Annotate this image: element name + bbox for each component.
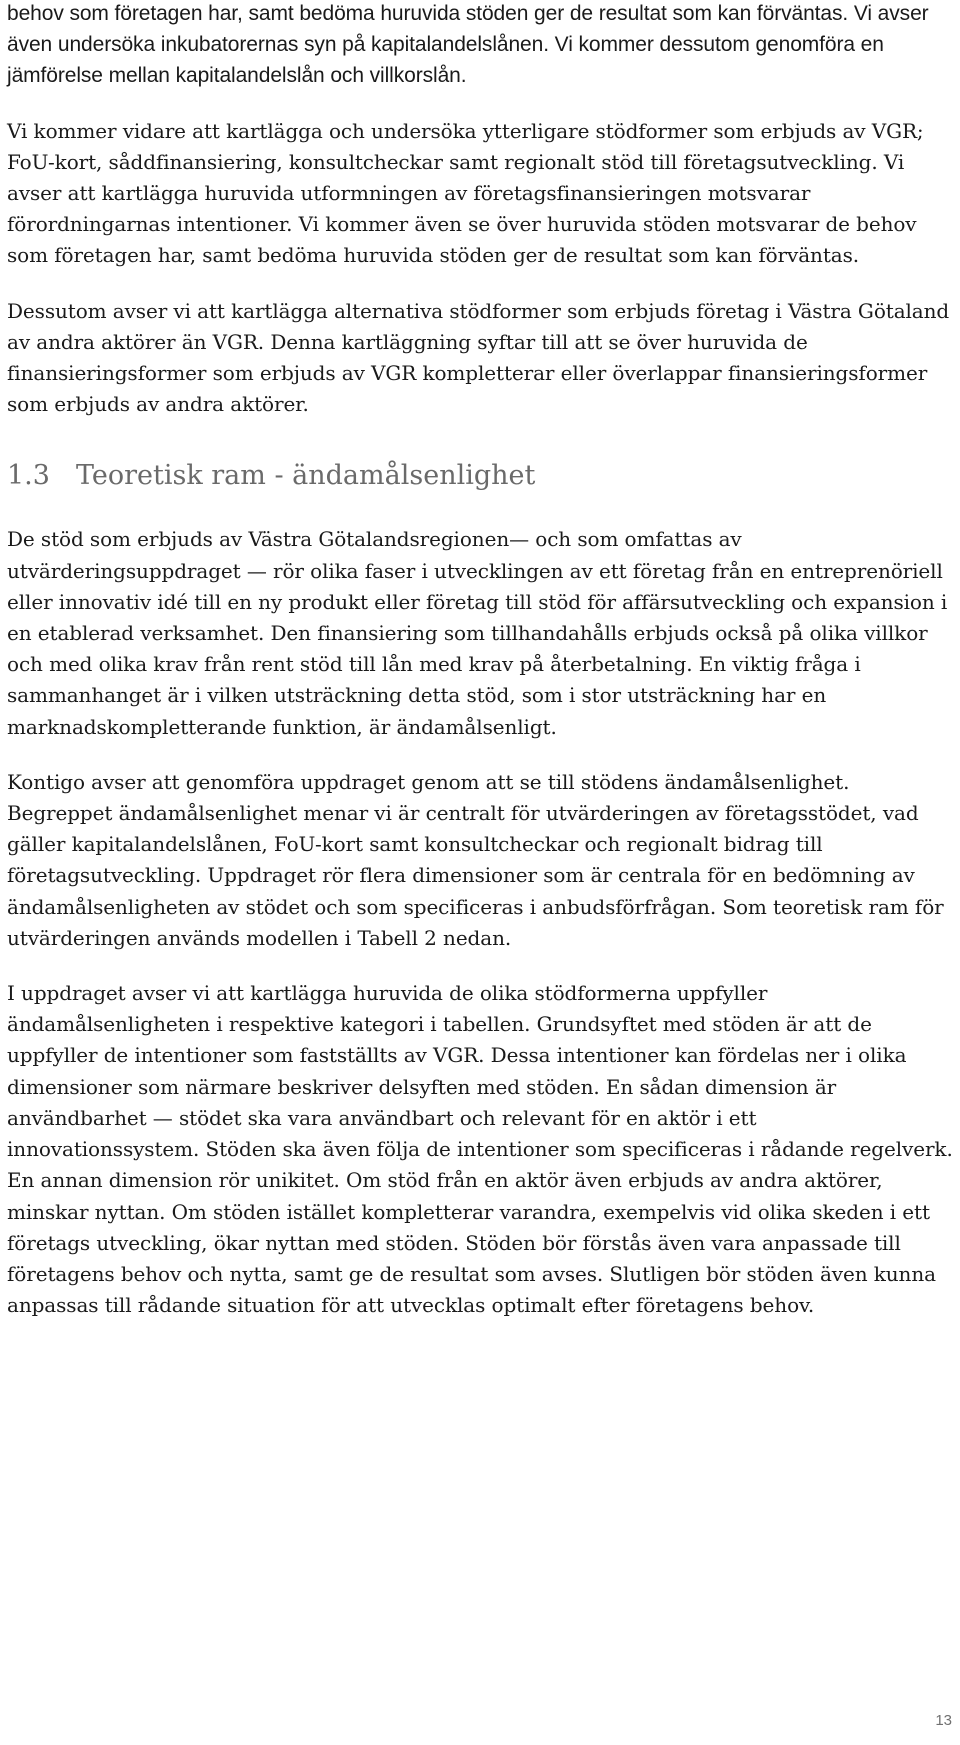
paragraph-alternative-forms: Dessutom avser vi att kartlägga alternativa stödformer som erbjuds företag i Västra Götaland av andra aktörer än VGR. Denna kartläggning syftar till att se över huruvida de finansieringsformer som erbjuds av VGR kompletterar eller överlappar finansieringsformer som erbjuds av andra aktörer. xyxy=(7,298,950,417)
section-heading xyxy=(7,458,953,494)
section-number: 1.3 xyxy=(7,460,50,492)
paragraph-dimensions: I uppdraget avser vi att kartlägga huruvida de olika stödformerna uppfyller ändamålsenligheten i respektive kategori i tabellen. Grundsyftet med stöden är att de uppfyller de intentioner som fastställts av VGR. Dessa intentioner kan fördelas ner i olika dimensioner som närmare beskriver delsyften med stöden. En sådan dimension är användbarhet — stödet ska vara användbart och relevant för en aktör i ett innovationssystem. Stöden ska även följa de intentioner som specificeras i rådande regelverk. En annan dimension rör unikitet. Om stöd från en aktör även erbjuds av andra aktörer, minskar nyttan. Om stöden istället kompletterar varandra, exempelvis vid olika skeden i ett företags utveckling, ökar nyttan med stöden. Stöden bör förstås även vara anpassade till företagens behov och nytta, samt ge de resultat som avses. Slutligen bör stöden även kunna anpassas till rådande situation för att utvecklas optimalt efter företagens behov. xyxy=(7,981,953,1318)
paragraph-continued: behov som företagen har, samt bedöma huruvida stöden ger de resultat som kan förväntas. Vi avser även undersöka inkubatorernas syn på kapitalandelslånen. Vi kommer dessutom genomföra en jämförelse mellan kapitalandelslån och villkorslån. xyxy=(7,2,929,88)
paragraph-support-forms: Vi kommer vidare att kartlägga och undersöka ytterligare stödformer som erbjuds av VGR; FoU-kort, såddfinansiering, konsultcheckar samt regionalt stöd till företagsutveckling. Vi avser att kartlägga huruvida utformningen av företagsfinansieringen motsvarar förordningarnas intentioner. Vi kommer även se över huruvida stöden motsvarar de behov som företagen har, samt bedöma huruvida stöden ger de resultat som kan förväntas. xyxy=(7,118,924,268)
section-title: Teoretisk ram - ändamålsenlighet xyxy=(75,460,536,492)
paragraph-kontigo: Kontigo avser att genomföra uppdraget genom att se till stödens ändamålsenlighet. Begreppet ändamålsenlighet menar vi är centralt för utvärderingen av företagsstödet, vad gäller kapitalandelslånen, FoU-kort samt konsultcheckar och regionalt bidrag till företagsutveckling. Uppdraget rör flera dimensioner som är centrala för en bedömning av ändamålsenligheten av stödet och som specificeras i anbudsförfrågan. Som teoretisk ram för utvärderingen används modellen i Tabell 2 nedan. xyxy=(7,769,944,950)
paragraph-support-phases: De stöd som erbjuds av Västra Götalandsregionen— och som omfattas av utvärderingsuppdraget — rör olika faser i utvecklingen av ett företag från en entreprenöriell eller innovativ idé till en ny produkt eller företag till stöd för affärsutveckling och expansion i en etablerad verksamhet. Den finansiering som tillhandahålls erbjuds också på olika villkor och med olika krav från rent stöd till lån med krav på återbetalning. En viktig fråga i sammanhanget är i vilken utsträckning detta stöd, som i stor utsträckning har en marknadskompletterande funktion, är ändamålsenligt. xyxy=(7,527,948,739)
document-page xyxy=(7,0,953,1321)
page-number: 13 xyxy=(935,1712,952,1729)
